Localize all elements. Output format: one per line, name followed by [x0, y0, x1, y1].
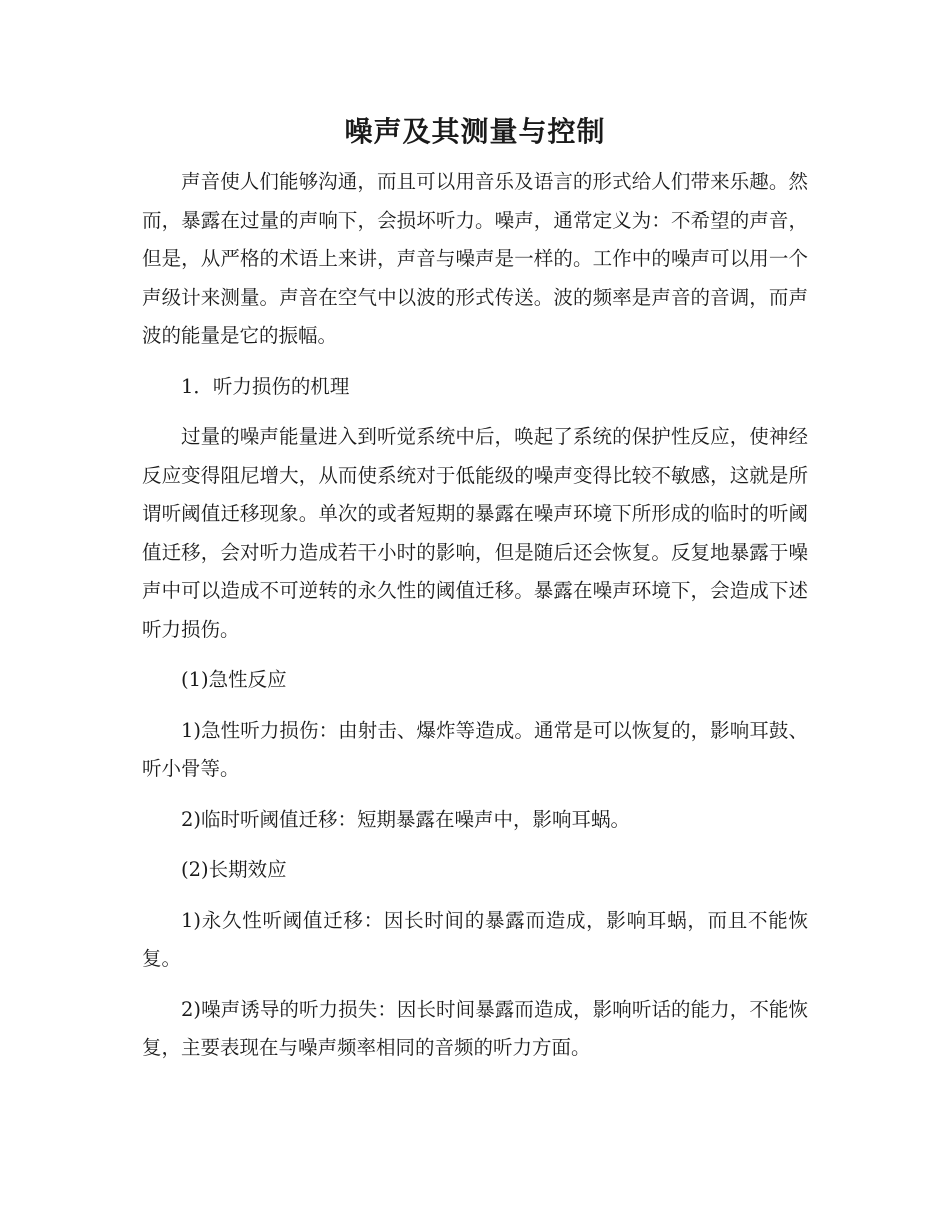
document-body: [142, 163, 808, 1068]
list-item-acute-2: 2)临时听阈值迁移：短期暴露在噪声中，影响耳蜗。: [181, 807, 631, 831]
list-item-acute-1: 1)急性听力损伤：由射击、爆炸等造成。通常是可以恢复的，影响耳鼓、听小骨等。: [142, 718, 808, 780]
document-title: 噪声及其测量与控制: [344, 115, 606, 148]
paragraph-mechanism: 过量的噪声能量进入到听觉系统中后，唤起了系统的保护性反应，使神经反应变得阻尼增大，从而使系统对于低能级的噪声变得比较不敏感，这就是所谓听阈值迁移现象。单次的或者短期的暴露在噪声环境下所形成的临时的听阈值迁移，会对听力造成若干小时的影响，但是随后还会恢复。反复地暴露于噪声中可以造成不可逆转的永久性的阈值迁移。暴露在噪声环境下，会造成下述听力损伤。: [142, 425, 808, 641]
list-item-longterm-1: 1)永久性听阈值迁移：因长时间的暴露而造成，影响耳蜗，而且不能恢复。: [142, 908, 808, 970]
subheading-longterm: (2)长期效应: [181, 858, 287, 881]
paragraph-intro: 声音使人们能够沟通，而且可以用音乐及语言的形式给人们带来乐趣。然而，暴露在过量的声响下，会损坏听力。噪声，通常定义为：不希望的声音，但是，从严格的术语上来讲，声音与噪声是一样的。工作中的噪声可以用一个声级计来测量。声音在空气中以波的形式传送。波的频率是声音的音调，而声波的能量是它的振幅。: [142, 170, 808, 347]
subheading-acute: (1)急性反应: [181, 668, 287, 691]
list-item-longterm-2: 2)噪声诱导的听力损失：因长时间暴露而造成，影响听话的能力，不能恢复，主要表现在与噪声频率相同的音频的听力方面。: [142, 997, 808, 1059]
section-heading-mechanism: 1．听力损伤的机理: [181, 374, 350, 398]
